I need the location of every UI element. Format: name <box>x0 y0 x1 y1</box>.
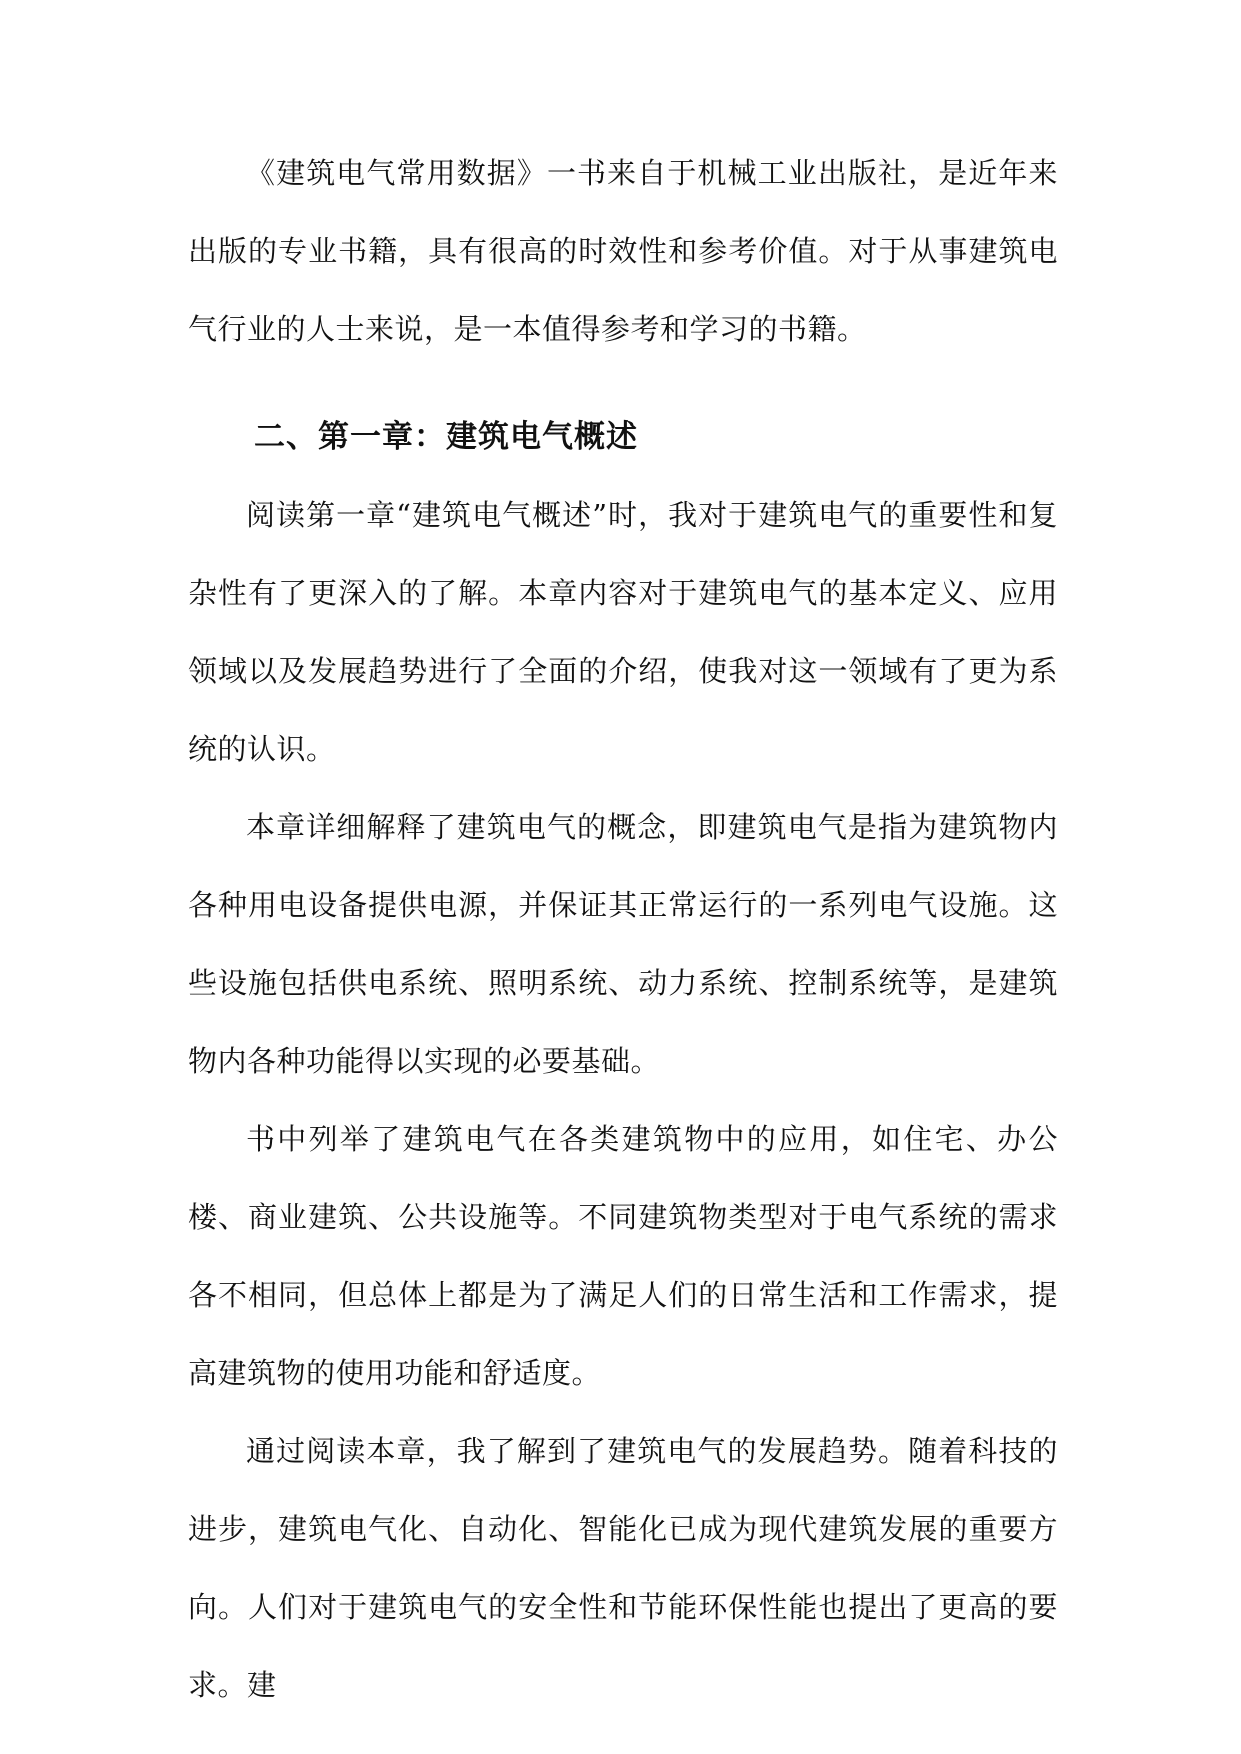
paragraph-1: 阅读第一章“建筑电气概述”时，我对于建筑电气的重要性和复杂性有了更深入的了解。本章内容对于建筑电气的基本定义、应用领域以及发展趋势进行了全面的介绍，使我对这一领域有了更为系统的认识。 <box>188 498 1058 766</box>
document-body <box>188 134 1058 1724</box>
intro-paragraph: 《建筑电气常用数据》一书来自于机械工业出版社，是近年来出版的专业书籍，具有很高的时效性和参考价值。对于从事建筑电气行业的人士来说，是一本值得参考和学习的书籍。 <box>188 156 1058 346</box>
paragraph-4: 通过阅读本章，我了解到了建筑电气的发展趋势。随着科技的进步，建筑电气化、自动化、智能化已成为现代建筑发展的重要方向。人们对于建筑电气的安全性和节能环保性能也提出了更高的要求。建 <box>188 1434 1058 1702</box>
paragraph-2: 本章详细解释了建筑电气的概念，即建筑电气是指为建筑物内各种用电设备提供电源，并保证其正常运行的一系列电气设施。这些设施包括供电系统、照明系统、动力系统、控制系统等，是建筑物内各种功能得以实现的必要基础。 <box>188 810 1058 1078</box>
paragraph-3: 书中列举了建筑电气在各类建筑物中的应用，如住宅、办公楼、商业建筑、公共设施等。不同建筑物类型对于电气系统的需求各不相同，但总体上都是为了满足人们的日常生活和工作需求，提高建筑物的使用功能和舒适度。 <box>188 1122 1058 1390</box>
section-heading: 二、第一章：建筑电气概述 <box>254 419 638 455</box>
